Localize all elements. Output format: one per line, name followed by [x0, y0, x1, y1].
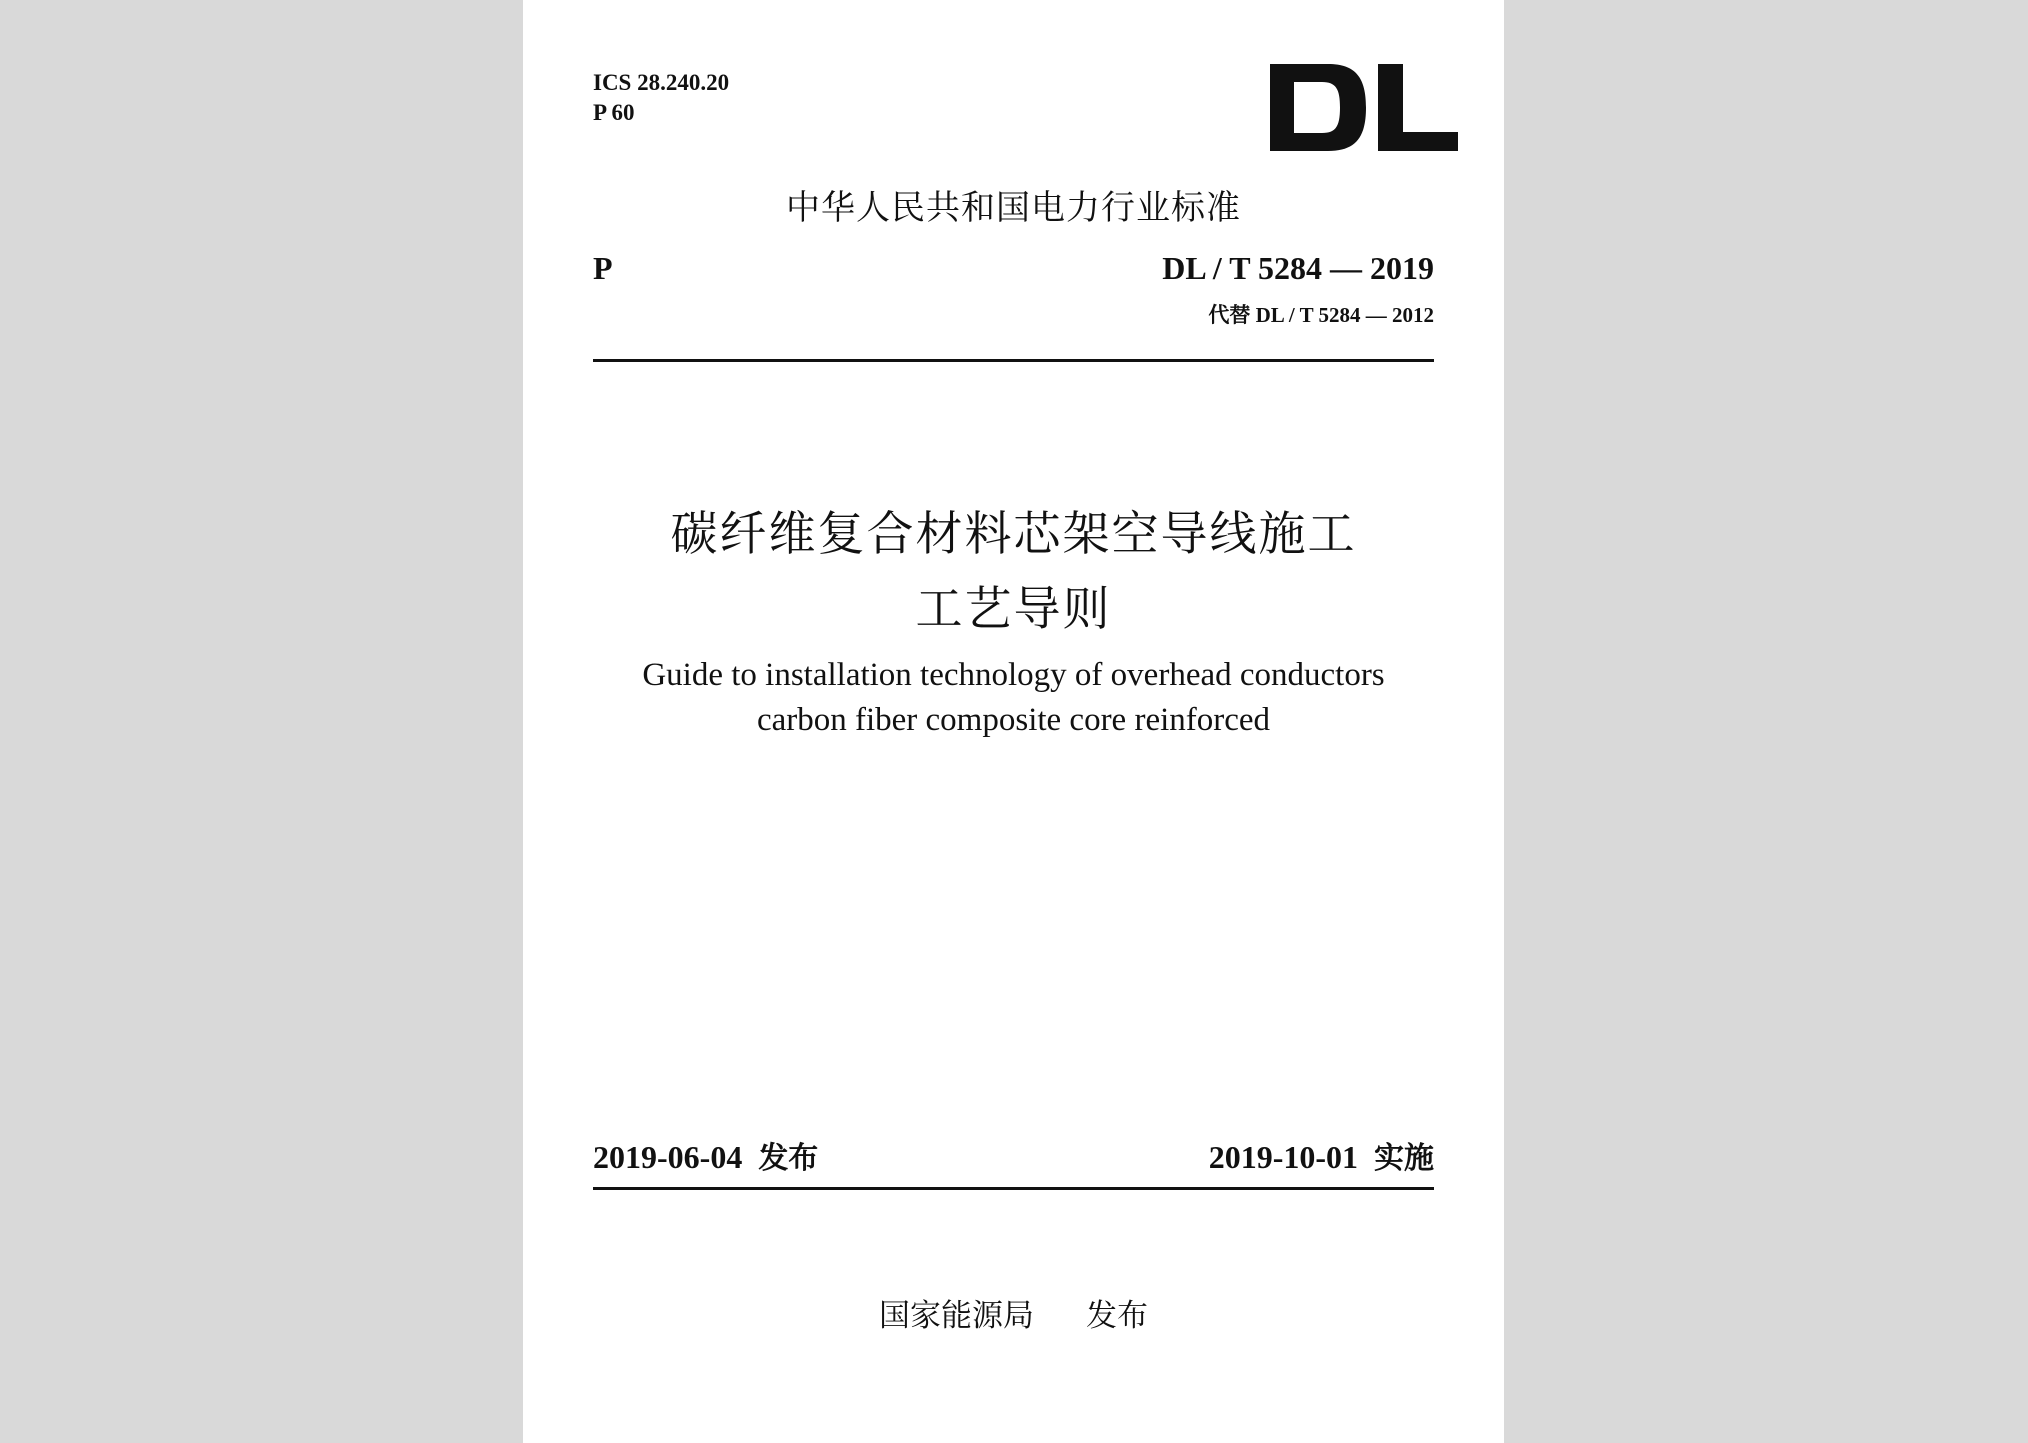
ics-code: ICS 28.240.20: [593, 70, 730, 95]
replaces-standard: 代替 DL / T 5284 — 2012: [1208, 303, 1434, 327]
issue-date-block: [593, 1133, 818, 1177]
title-en-line2: carbon fiber composite core reinforced: [756, 702, 1271, 738]
standard-type-heading: 中华人民共和国电力行业标准: [786, 188, 1241, 228]
effective-date: 2019-10-01: [1208, 1139, 1358, 1175]
title-en-line1: Guide to installation technology of overhead conductors: [642, 657, 1385, 693]
standard-number: DL / T 5284 — 2019: [1162, 250, 1434, 286]
classification-letter: P: [593, 250, 613, 286]
issuer-name: 国家能源局: [879, 1298, 1034, 1334]
header-divider: [593, 359, 1434, 362]
issuer-action: 发布: [1086, 1298, 1148, 1334]
footer-divider: [593, 1187, 1434, 1190]
document-page: [523, 0, 1504, 1443]
category-code: P 60: [593, 100, 635, 125]
issue-label: 发布: [758, 1141, 819, 1176]
issue-date: 2019-06-04: [593, 1139, 743, 1175]
title-zh-line2: 工艺导则: [915, 584, 1112, 636]
title-zh-line1: 碳纤维复合材料芯架空导线施工: [670, 509, 1357, 561]
issuer-line: [523, 1290, 1504, 1335]
effective-label: 实施: [1374, 1141, 1434, 1176]
classification-codes: [593, 68, 729, 128]
dl-logo: [1270, 64, 1458, 151]
effective-date-block: [1209, 1133, 1434, 1177]
